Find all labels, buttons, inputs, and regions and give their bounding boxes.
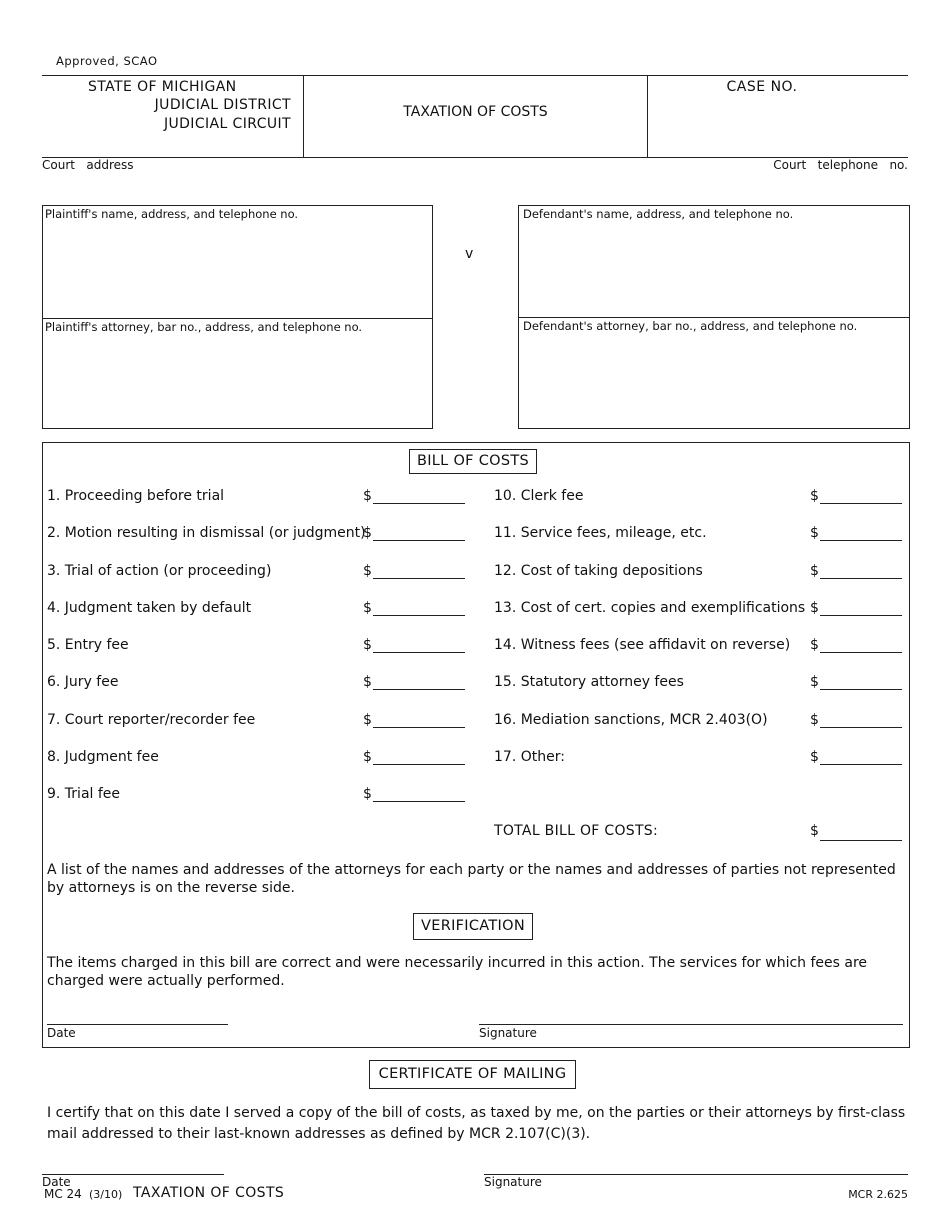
approved-label: Approved, SCAO bbox=[56, 54, 158, 68]
cost-item-15-amount[interactable] bbox=[820, 689, 902, 690]
cost-item-9-amount[interactable] bbox=[373, 801, 465, 802]
header-top-rule bbox=[42, 75, 908, 76]
currency-symbol: $ bbox=[363, 637, 372, 653]
currency-symbol: $ bbox=[810, 563, 819, 579]
verification-title: VERIFICATION bbox=[413, 913, 533, 940]
cost-item-3-label: 3. Trial of action (or proceeding) bbox=[47, 563, 272, 579]
currency-symbol: $ bbox=[810, 749, 819, 765]
form-title: TAXATION OF COSTS bbox=[403, 104, 548, 120]
defendant-label: Defendant's name, address, and telephone no. bbox=[523, 207, 794, 221]
verification-text: The items charged in this bill are correct and were necessarily incurred in this action. The services for which fees are charged were actually performed. bbox=[47, 955, 868, 989]
currency-symbol: $ bbox=[363, 674, 372, 690]
cost-item-5-label: 5. Entry fee bbox=[47, 637, 129, 653]
defendant-attorney-field[interactable] bbox=[521, 336, 907, 426]
cost-item-6-amount[interactable] bbox=[373, 689, 465, 690]
court-address-label: Court address bbox=[42, 158, 134, 172]
certificate-signature-field[interactable] bbox=[484, 1174, 908, 1175]
cost-item-12-label: 12. Cost of taking depositions bbox=[494, 563, 703, 579]
currency-symbol: $ bbox=[810, 488, 819, 504]
cost-item-14-amount[interactable] bbox=[820, 652, 902, 653]
judicial-district-label: JUDICIAL DISTRICT bbox=[154, 97, 291, 113]
plaintiff-attorney-label: Plaintiff's attorney, bar no., address, and telephone no. bbox=[45, 320, 363, 334]
cost-item-16-label: 16. Mediation sanctions, MCR 2.403(O) bbox=[494, 712, 768, 728]
defendant-field[interactable] bbox=[521, 224, 907, 316]
versus-label: v bbox=[465, 246, 474, 262]
currency-symbol: $ bbox=[363, 600, 372, 616]
cost-item-8-label: 8. Judgment fee bbox=[47, 749, 159, 765]
cost-item-11-label: 11. Service fees, mileage, etc. bbox=[494, 525, 707, 541]
currency-symbol: $ bbox=[363, 488, 372, 504]
cost-item-7-amount[interactable] bbox=[373, 727, 465, 728]
cost-item-8-amount[interactable] bbox=[373, 764, 465, 765]
bill-of-costs-title: BILL OF COSTS bbox=[409, 449, 537, 474]
cost-item-2-amount[interactable] bbox=[373, 540, 465, 541]
certificate-of-mailing-title: CERTIFICATE OF MAILING bbox=[369, 1060, 576, 1089]
cost-item-1-amount[interactable] bbox=[373, 503, 465, 504]
judicial-circuit-label: JUDICIAL CIRCUIT bbox=[163, 116, 291, 132]
cost-item-1-label: 1. Proceeding before trial bbox=[47, 488, 225, 504]
total-bill-amount[interactable] bbox=[820, 840, 902, 841]
currency-symbol: $ bbox=[810, 823, 819, 839]
certificate-date-label: Date bbox=[42, 1175, 71, 1189]
currency-symbol: $ bbox=[363, 525, 372, 541]
cost-item-13-label: 13. Cost of cert. copies and exemplifications bbox=[494, 600, 806, 616]
court-phone-label: Court telephone no. bbox=[773, 158, 908, 172]
cost-item-4-amount[interactable] bbox=[373, 615, 465, 616]
plaintiff-attorney-field[interactable] bbox=[45, 336, 430, 426]
currency-symbol: $ bbox=[363, 749, 372, 765]
cost-item-17-amount[interactable] bbox=[820, 764, 902, 765]
verification-date-field[interactable] bbox=[47, 1024, 228, 1025]
currency-symbol: $ bbox=[810, 637, 819, 653]
cost-item-10-amount[interactable] bbox=[820, 503, 902, 504]
plaintiff-divider bbox=[43, 318, 432, 319]
case-no-label: CASE NO. bbox=[726, 79, 798, 95]
state-label: STATE OF MICHIGAN bbox=[88, 79, 237, 95]
footer-rule: MCR 2.625 bbox=[848, 1188, 908, 1201]
cost-item-6-label: 6. Jury fee bbox=[47, 674, 119, 690]
defendant-box bbox=[518, 205, 910, 429]
certificate-signature-label: Signature bbox=[484, 1175, 542, 1189]
certificate-text: I certify that on this date I served a copy of the bill of costs, as taxed by me, on the parties or their attorneys by first-class mail addressed to their last-known addresses as defined by MCR 2.107(C)(3). bbox=[47, 1105, 906, 1142]
currency-symbol: $ bbox=[363, 563, 372, 579]
cost-item-5-amount[interactable] bbox=[373, 652, 465, 653]
cost-item-11-amount[interactable] bbox=[820, 540, 902, 541]
currency-symbol: $ bbox=[810, 600, 819, 616]
case-no-field[interactable] bbox=[650, 98, 904, 154]
cost-item-16-amount[interactable] bbox=[820, 727, 902, 728]
attorney-list-note: A list of the names and addresses of the attorneys for each party or the names and addresses of parties not represented by attorneys is on the reverse side. bbox=[47, 862, 896, 896]
verification-date-label: Date bbox=[47, 1026, 76, 1040]
total-bill-label: TOTAL BILL OF COSTS: bbox=[494, 823, 659, 839]
cost-item-15-label: 15. Statutory attorney fees bbox=[494, 674, 684, 690]
cost-item-14-label: 14. Witness fees (see affidavit on reverse) bbox=[494, 637, 791, 653]
verification-signature-label: Signature bbox=[479, 1026, 537, 1040]
currency-symbol: $ bbox=[810, 525, 819, 541]
plaintiff-label: Plaintiff's name, address, and telephone no. bbox=[45, 207, 299, 221]
footer-revision: (3/10) bbox=[89, 1188, 123, 1201]
footer-form-number: MC 24 bbox=[44, 1187, 82, 1201]
cost-item-12-amount[interactable] bbox=[820, 578, 902, 579]
cost-item-4-label: 4. Judgment taken by default bbox=[47, 600, 252, 616]
cost-item-7-label: 7. Court reporter/recorder fee bbox=[47, 712, 256, 728]
currency-symbol: $ bbox=[810, 712, 819, 728]
defendant-attorney-label: Defendant's attorney, bar no., address, and telephone no. bbox=[523, 319, 858, 333]
defendant-divider bbox=[519, 317, 909, 318]
cost-item-17-label: 17. Other: bbox=[494, 749, 565, 765]
currency-symbol: $ bbox=[363, 712, 372, 728]
plaintiff-box bbox=[42, 205, 433, 429]
cost-item-3-amount[interactable] bbox=[373, 578, 465, 579]
currency-symbol: $ bbox=[363, 786, 372, 802]
cost-item-13-amount[interactable] bbox=[820, 615, 902, 616]
footer-title: TAXATION OF COSTS bbox=[133, 1185, 285, 1201]
cost-item-10-label: 10. Clerk fee bbox=[494, 488, 584, 504]
cost-item-9-label: 9. Trial fee bbox=[47, 786, 121, 802]
plaintiff-field[interactable] bbox=[45, 224, 430, 316]
verification-signature-field[interactable] bbox=[479, 1024, 903, 1025]
currency-symbol: $ bbox=[810, 674, 819, 690]
cost-item-2-label: 2. Motion resulting in dismissal (or judgment) bbox=[47, 525, 366, 541]
